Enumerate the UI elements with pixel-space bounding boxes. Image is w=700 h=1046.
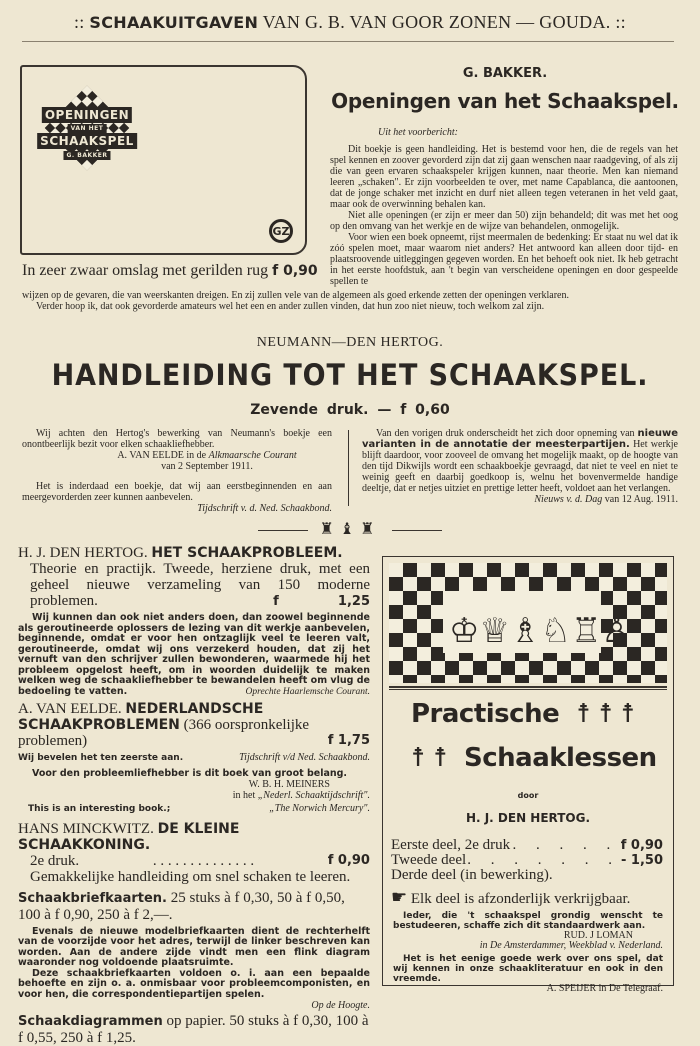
book-cover [20,65,307,255]
review: Van den vorigen druk onderscheidt het zich door opneming van [376,428,635,439]
product-title: Schaakbriefkaarten. [18,890,167,906]
ornament: :: [615,12,626,32]
cross-ornament: ☨ [576,699,590,729]
foreword-label: Uit het voorbericht: [378,127,458,138]
book-title: NEDERLANDSCHE SCHAAKPROBLEMEN [18,701,264,733]
review-source: „Nederl. Schaaktijdschrift". [257,790,370,801]
note [391,887,630,908]
nedprob-entry [18,701,370,749]
review-source: Oprechte Haarlemsche Courant. [245,686,370,697]
author: H. J. DEN HERTOG. [465,811,591,825]
review-source: in De Amsterdammer, Weekblad v. Nederland. [479,940,663,951]
divider [258,530,308,531]
author: H. J. DEN HERTOG. [18,545,148,561]
book-title: DE KLEINE SCHAAKKONING. [18,820,240,853]
price: f 0,60 [400,402,450,418]
description: Theorie en practijk. Tweede, herziene druk, met een geheel nieuwe verzameling van 150 moderne problemen. [30,561,370,609]
edition-line [0,402,700,418]
schaaklessen-ad [382,556,674,994]
review-source: in het [232,790,256,801]
foreword-continued [22,290,678,312]
review: This is an interesting book.; [28,804,171,814]
description: (366 oorspronkelijke problemen) [18,717,310,749]
logo-text: SCHAAKSPEL [37,133,137,149]
review: Het is inderdaad een boekje, dat wij aan eerstbeginnenden en aan meergevorderden zeer kunnen aanbevelen. [22,481,332,503]
left-column [18,545,370,1046]
binding-text: In zeer zwaar omslag met gerilden rug [22,262,269,279]
by-label: door [517,791,539,800]
book-title: Openingen van het Schaakspel. [331,89,679,113]
logo-text: VAN HET [68,124,107,133]
price: f 0,90 [272,263,318,279]
paragraph: Voor wien een boek opneemt, rijst meermalen de bedenking: Er staat nu wel dat ik zóó spelen moet, maar waarom niet anders? Het antwoord kan alleen door tijd- en plaatsroovende uitleggingen gegeven worden. En het behoeft ook niet. Ik heb getracht in het eerste hoofdstuk, aan 't begin van verscheidene openingen en door gespeelde spellen te [330,232,678,287]
description: Gemakkelijke handleiding om snel schaken te leeren. [30,868,351,885]
publisher-logo: GZ [269,219,293,243]
koning-entry [18,821,370,885]
page-header [18,12,682,33]
description: Deze schaakbriefkaarten voldoen o. i. aan een bepaalde behoefte en zijn o. a. onmisbaar voor probleemcomponisten, en voor hen, die correspondentiepartijen spelen. [18,967,370,1000]
price: f 0,90 [620,838,663,853]
review-source: „The Norwich Mercury". [269,803,370,814]
reviews [393,911,663,994]
title: Schaaklessen [464,743,657,773]
divider [392,530,442,531]
review-source: Tijdschrift v. d. Ned. Schaakbond. [197,503,332,514]
dash: — [377,402,392,418]
cross-ornament: ☨ [620,699,635,729]
header-rule [22,41,674,42]
reviews-left [22,428,332,514]
title-line-1 [411,699,634,729]
paragraph: Verder hoop ik, dat ook gevorderde amateurs wel het een en ander zullen vinden, dat hun zoo niet nieuw, toch welkom zal zijn. [36,301,545,312]
chess-pieces [443,591,632,653]
paragraph: Dit boekje is geen handleiding. Het is bestemd voor hen, die de regels van het spel kennen en zoover gevorderd zijn dat zij gaan wenschen naar raadgeving, of als zij die van geen ervaren schaakspeler krijgen kunnen, naar theorie. Men kan niemand leeren „schaken". Er zijn voorbeelden te over, met name Capablanca, die aantoonen, dat de jonge schaker met inzicht en durf niet alleen tegen veteranen in het veld gaat, maar ook de overwinning behalen kan. [330,144,678,210]
prices: 25 stuks à f 0,30, 50 à f 0,50, 100 à f 0,90, 250 à f 2,—. [18,889,345,923]
paragraph: Niet alle openingen (er zijn er meer dan 50) zijn behandeld; dit was met het oog op den omvang van het werkje en de wijze van behandelen, onmogelijk. [330,210,678,232]
review-date: van 2 September 1911. [161,461,253,472]
note-text: Elk deel is afzonderlijk verkrijgbaar. [410,891,631,907]
pawn-icon: ♙ [601,613,632,650]
book-title: HANDLEIDING TOT HET SCHAAKSPEL. [51,358,649,392]
prices: op papier. 50 stuks à f 0,30, 100 à f 0,55, 250 à f 1,25. [18,1013,369,1046]
price: f 1,25 [273,594,370,609]
product-title: Schaakdiagrammen [18,1014,163,1029]
review-source: A. SPEIJER in De Telegraaf. [546,983,663,994]
review-author: W. B. H. MEINERS [248,779,330,790]
book-title: HET SCHAAKPROBLEEM. [151,545,343,561]
logo-text: OPENINGEN [42,107,132,123]
rook-icon: ♜ [319,521,340,538]
bishop-icon: ♝ [339,521,361,538]
part-row [391,838,663,853]
knight-icon: ♘ [540,613,571,650]
cross-ornament: ☨ [433,743,447,773]
price: - 1,50 [621,853,663,868]
queen-icon: ♕ [479,613,510,650]
leader-dots: . . . . . . . [467,852,620,868]
header-text: VAN G. B. VAN GOOR ZONEN — GOUDA. [262,12,611,32]
review: Het werkje blijft daardoor, voor zooveel de omvang het mogelijk maakt, op de hoogte van den tijd Dikwijls wordt een schaakboekje gevraagd, dat niet te veel en niet te weinig geeft en daarbij goedkoop is, welnu het bovenvermelde handige deeltje, dat er netjes uitziet en prettige letter heeft, voldoet aan het verlangen. [362,439,678,494]
part-label: Eerste deel, 2e druk [391,837,511,853]
review-source: Op de Hoogte. [311,1000,370,1011]
diagrammen-entry [18,1013,370,1046]
cross-ornament: ☨ [411,743,425,773]
part-row [391,868,663,883]
paragraph: wijzen op de gevaren, die van weerskanten dreigen. En zij zullen vele van de algemeen als goed erkende zetten der openingen verklaren. [22,290,569,301]
price: f 1,75 [327,733,370,748]
review-author: RUD. J LOMAN [563,930,633,941]
review: Wij kunnen dan ook niet anders doen, dan zoowel beginnende als geroutineerde oplossers de lezing van dit werkje aanbevelen, beginnende, omdat er voor hen ontzaglijk veel te leeren valt, geroutineerde, omdat wij ons verzekerd houden, dat zij het vernuft van den schrijver zullen bewonderen, waarmede hij het probleem opgelost heeft, om in woorden duidelijk te maken welken weg de schaakliefhebber te bewandelen heeft om vlug de bedoeling te vatten. [18,612,370,697]
probleem-entry [18,545,370,610]
title-line-2 [411,743,657,773]
review: Ieder, die 't schaakspel grondig wenscht te bestudeeren, schaffe zich dit standaardwerk aan. [393,911,663,931]
cross-ornament: ☨ [598,699,613,729]
review-source: Alkmaarsche Courant [208,450,297,461]
author: A. VAN EELDE. [18,701,122,717]
review: Voor den probleemliefhebber is dit boek van groot belang. [32,767,348,779]
review: Wij bevelen het ten zeerste aan. [18,753,184,763]
king-icon: ♔ [449,613,480,650]
review-source: Tijdschrift v/d Ned. Schaakbond. [239,752,370,763]
review-highlight: nieuwe varianten in de annotatie der meesterpartijen. [362,428,678,450]
divider [389,686,667,690]
part-row [391,853,663,868]
leader-dots: . . . . . . . . . . . . . . [152,852,255,869]
bishop-icon: ♗ [509,613,541,650]
edition: 2e druk. [30,852,80,869]
chess-ornaments [310,519,390,539]
foreword [330,144,678,287]
review-source: Nieuws v. d. Dag [534,494,603,505]
parts-list [391,838,663,883]
logo-text: G. BAKKER [63,151,110,160]
ornament: :: [74,12,85,32]
reviews-right [362,428,678,505]
review: Het is het eenige goede werk over ons spel, dat wij kennen in onze schaakliteratuur en ook in den vreemde. [393,954,663,984]
rook-icon: ♜ [360,521,381,538]
price: f 0,90 [327,852,370,868]
author: HANS MINCKWITZ. [18,820,154,837]
binding-line [22,262,318,280]
description: Evenals de nieuwe modelbriefkaarten dient de rechterhelft van de voorzijde voor het adres, terwijl de linker beschreven kan worden. Aan de andere zijde vindt men een flink diagram waaronder nog voldoende plaatsruimte. [18,925,370,968]
kaarten-entry [18,890,370,923]
pointing-hand-icon: ☛ [391,887,408,907]
author: G. BAKKER. [462,66,548,81]
review-date: van 12 Aug. 1911. [604,494,678,505]
rook-icon: ♖ [570,613,602,650]
divider [348,430,349,506]
review: Wij achten den Hertog's bewerking van Neumann's boekje een onontbeerlijk bezit voor elken schaakliefhebber. [22,428,332,450]
authors: NEUMANN—DEN HERTOG. [256,335,444,350]
edition: Zevende druk. [250,402,369,418]
leader-dots: . . . . . [512,837,619,853]
part-label: Tweede deel [391,852,467,868]
title: Practische [411,699,560,729]
part-label: Derde deel (in bewerking). [391,867,553,883]
header-bold: SCHAAKUITGAVEN [89,13,259,32]
review-source: A. VAN EELDE in de [117,450,207,461]
cover-logo [40,85,134,171]
